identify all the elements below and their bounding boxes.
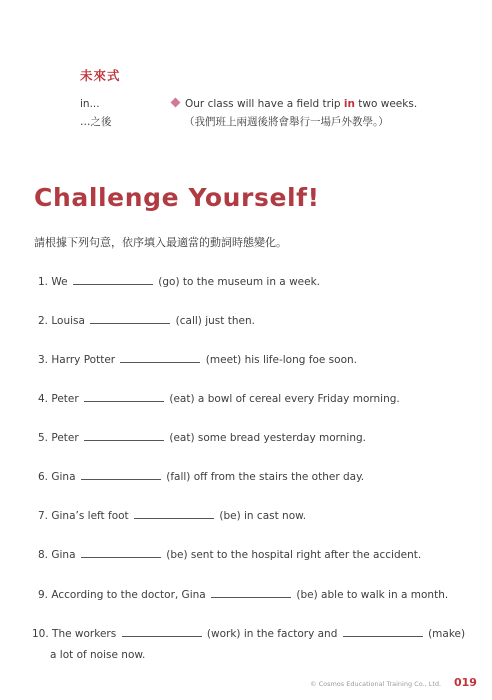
question-number: 5. (38, 432, 49, 444)
question-number: 9. (38, 589, 49, 601)
answer-blank[interactable] (81, 556, 161, 558)
answer-blank[interactable] (120, 361, 200, 363)
question-post: (meet) his life-long foe soon. (205, 354, 357, 366)
answer-blank[interactable] (81, 478, 161, 480)
question-pre: According to the doctor, Gina (51, 589, 206, 601)
question-5 (38, 432, 366, 444)
question-post: (be) sent to the hospital right after the accident. (166, 549, 422, 561)
question-1 (38, 276, 320, 288)
question-number: 8. (38, 549, 49, 561)
question-post: (be) able to walk in a month. (296, 589, 449, 601)
example-translation: （我們班上兩週後將會舉行一場戶外教學。） (184, 116, 389, 128)
answer-blank[interactable] (90, 322, 170, 324)
example-post: two weeks. (354, 98, 418, 110)
question-8 (38, 549, 421, 561)
question-post: (be) in cast now. (219, 510, 307, 522)
question-post: (eat) a bowl of cereal every Friday morning. (169, 393, 400, 405)
question-number: 1. (38, 276, 49, 288)
answer-blank[interactable] (211, 596, 291, 598)
question-number: 6. (38, 471, 49, 483)
diamond-bullet-icon (171, 98, 181, 108)
question-9 (38, 589, 448, 601)
question-10-continuation: a lot of noise now. (50, 649, 146, 661)
question-number: 10. (32, 628, 49, 640)
question-4 (38, 393, 400, 405)
question-mid: (work) in the factory and (206, 628, 338, 640)
answer-blank[interactable] (343, 635, 423, 637)
cue-chinese: …之後 (80, 116, 112, 128)
question-pre: Peter (51, 393, 79, 405)
example-highlight: in (343, 98, 355, 110)
page-number: 019 (454, 676, 477, 689)
example-sentence (170, 98, 417, 110)
answer-blank[interactable] (84, 400, 164, 402)
question-7 (38, 510, 306, 522)
question-number: 7. (38, 510, 49, 522)
question-3 (38, 354, 357, 366)
question-post: (fall) off from the stairs the other day. (166, 471, 365, 483)
answer-blank[interactable] (122, 635, 202, 637)
question-number: 3. (38, 354, 49, 366)
question-pre: Peter (51, 432, 79, 444)
instruction-text: 請根據下列句意，依序填入最適當的動詞時態變化。 (34, 236, 287, 249)
question-pre: Gina (51, 471, 76, 483)
question-pre: The workers (52, 628, 117, 640)
example-pre: Our class will have a field trip (185, 98, 344, 110)
section-heading: 未來式 (80, 68, 121, 83)
question-post: (call) just then. (175, 315, 255, 327)
question-pre: Gina’s left foot (51, 510, 129, 522)
question-pre: Louisa (51, 315, 85, 327)
question-number: 4. (38, 393, 49, 405)
question-number: 2. (38, 315, 49, 327)
answer-blank[interactable] (134, 517, 214, 519)
question-6 (38, 471, 364, 483)
cue-english: in... (80, 98, 100, 110)
question-pre: Harry Potter (51, 354, 116, 366)
question-2 (38, 315, 255, 327)
question-pre: We (51, 276, 68, 288)
answer-blank[interactable] (84, 439, 164, 441)
question-post: (go) to the museum in a week. (158, 276, 321, 288)
copyright-text: © Cosmos Educational Training Co., Ltd. (310, 680, 442, 688)
answer-blank[interactable] (73, 283, 153, 285)
question-post: (eat) some bread yesterday morning. (169, 432, 367, 444)
question-10 (32, 628, 465, 640)
challenge-title: Challenge Yourself! (34, 183, 320, 212)
question-pre: Gina (51, 549, 76, 561)
question-post: (make) (428, 628, 466, 640)
